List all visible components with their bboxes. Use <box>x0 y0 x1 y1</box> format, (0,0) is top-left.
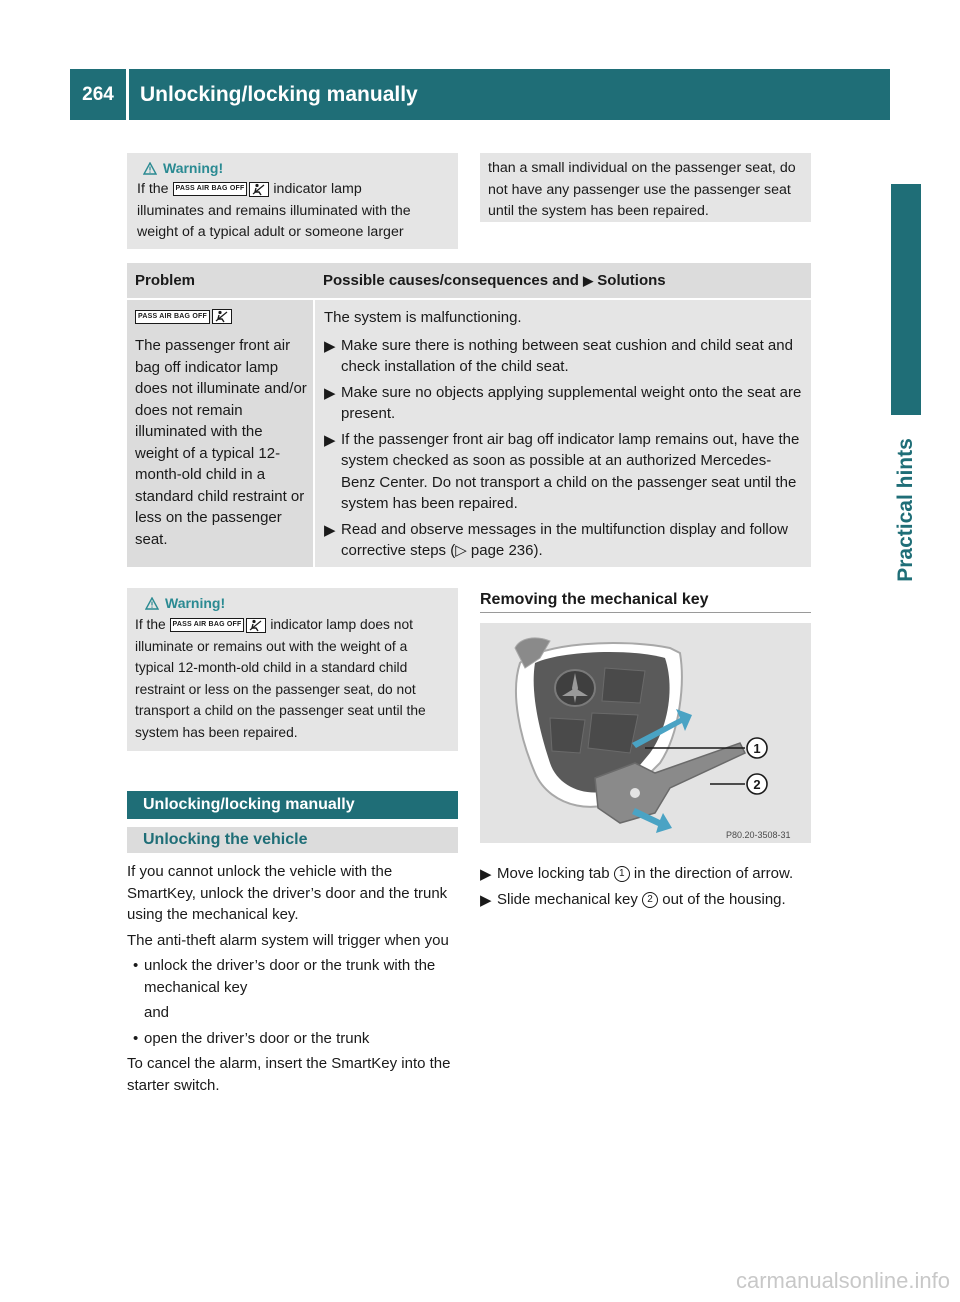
column-header-solutions-tail: Solutions <box>597 272 666 289</box>
step-arrow-icon: ▶ <box>480 866 492 883</box>
column-header-solutions-text: Possible causes/consequences and <box>323 272 579 289</box>
section-heading: Unlocking/locking manually <box>127 791 458 819</box>
passenger-seat-icon <box>249 182 269 197</box>
figure-code: P80.20-3508-31 <box>726 830 791 840</box>
warning-triangle-icon <box>143 162 157 175</box>
problem-text: The passenger front air bag off indicator lamp does not illuminate and/or does not remain illuminated with the weight of a typical 12-month-old child in a standard child restraint or less on the passenger seat. <box>135 337 307 548</box>
smartkey-figure <box>480 623 811 843</box>
table-header <box>127 263 811 298</box>
callout-ref-1: 1 <box>614 866 630 882</box>
solution-step: ▶ Read and observe messages in the multifunction display and follow corrective steps (▷ page 236). <box>324 520 788 559</box>
bullet-item: • open the driver’s door or the trunk <box>127 1028 461 1050</box>
table-solutions-cell <box>315 300 811 567</box>
callout-1: 1 <box>753 741 761 756</box>
mech-key-heading: Removing the mechanical key <box>480 591 709 608</box>
pass-airbag-off-indicator: PASS AIR BAG OFF <box>173 182 248 196</box>
solution-step: ▶ Make sure no objects applying supplemental weight onto the seat are present. <box>324 383 802 422</box>
warning-text: illuminate or remains out with the weight of a typical 12-month-old child in a standard child restraint or less on the passenger seat, do not transport a child on the passenger seat until the system has been repaired. <box>135 638 426 740</box>
warning-box-2 <box>127 588 458 751</box>
bullet-marker: • <box>133 957 139 974</box>
section-body <box>127 861 461 1096</box>
step-arrow-icon: ▶ <box>324 431 336 449</box>
warning-box-1 <box>127 153 458 249</box>
warning-text: illuminates and remains illuminated with the weight of a typical adult or someone larger <box>137 202 411 240</box>
heading-rule <box>480 612 811 613</box>
passenger-seat-icon <box>246 618 266 633</box>
callout-ref-2: 2 <box>642 892 658 908</box>
step-arrow-icon: ▶ <box>324 384 336 402</box>
paragraph: To cancel the alarm, insert the SmartKey into the starter switch. <box>127 1055 451 1094</box>
warning-title: Warning! <box>165 595 226 611</box>
solution-list <box>324 335 805 562</box>
warning-text-continued: than a small individual on the passenger seat, do not have any passenger use the passenger seat until the system has been repaired. <box>488 160 796 219</box>
smartkey-illustration <box>480 623 811 843</box>
mech-key-steps <box>480 863 814 910</box>
pass-airbag-off-indicator: PASS AIR BAG OFF <box>170 618 245 632</box>
warning-box-1-continued <box>480 153 811 222</box>
warning-title: Warning! <box>163 160 224 176</box>
step-arrow-icon: ▶ <box>324 521 336 539</box>
instruction-step: ▶ Slide mechanical key 2 out of the housing. <box>480 889 814 911</box>
solution-step: ▶ Make sure there is nothing between seat cushion and child seat and check installation of the child seat. <box>324 336 793 375</box>
action-arrow-icon: ▶ <box>583 273 594 288</box>
instruction-step: ▶ Move locking tab 1 in the direction of arrow. <box>480 863 814 885</box>
page-number: 264 <box>82 83 114 105</box>
page-title: Unlocking/locking manually <box>140 82 418 106</box>
bullet-item: • unlock the driver’s door or the trunk with the mechanical key <box>133 957 436 996</box>
and-text: and <box>144 1004 170 1021</box>
table-problem-cell <box>127 300 313 567</box>
warning-line-prefix: If the <box>135 617 166 632</box>
warning-line-suffix: indicator lamp <box>273 181 362 197</box>
callout-2: 2 <box>753 777 761 792</box>
watermark: carmanualsonline.info <box>735 1268 950 1293</box>
subsection-heading: Unlocking the vehicle <box>127 827 458 853</box>
warning-line-suffix: indicator lamp does not <box>270 617 413 632</box>
paragraph: The anti-theft alarm system will trigger when you <box>127 931 449 949</box>
side-tab-label: Practical hints <box>894 438 917 582</box>
header-divider <box>126 69 129 120</box>
column-header-solutions <box>323 272 666 289</box>
solution-step: ▶ If the passenger front air bag off indicator lamp remains out, have the system checked as soon as possible at an authorized Mercedes-Benz Center. Do not transport a child on the passenger seat until the system has been repaired. <box>324 430 800 512</box>
bullet-marker: • <box>133 1029 139 1047</box>
step-arrow-icon: ▶ <box>480 891 492 909</box>
cause-text: The system is malfunctioning. <box>324 309 522 326</box>
step-arrow-icon: ▶ <box>324 337 336 355</box>
paragraph: If you cannot unlock the vehicle with the SmartKey, unlock the driver’s door and the trunk using the mechanical key. <box>127 863 448 923</box>
warning-triangle-icon <box>145 597 159 610</box>
warning-line-prefix: If the <box>137 181 169 197</box>
side-tab <box>891 420 921 600</box>
pass-airbag-off-indicator: PASS AIR BAG OFF <box>135 310 210 324</box>
column-header-problem: Problem <box>135 272 196 289</box>
side-tab-marker <box>891 184 921 415</box>
passenger-seat-icon <box>212 309 232 324</box>
